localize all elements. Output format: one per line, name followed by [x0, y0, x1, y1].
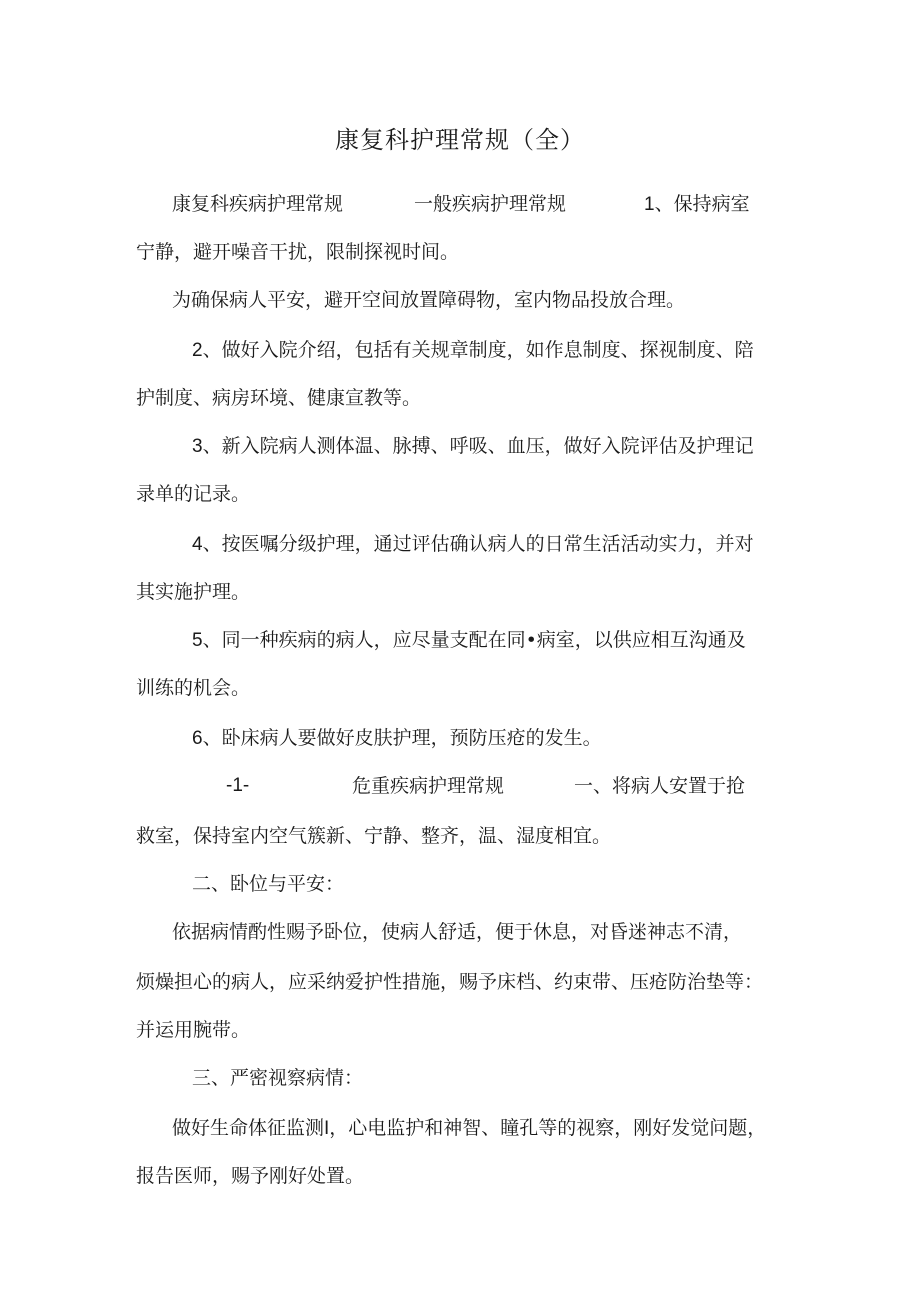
- paragraph-line: 烦燥担心的病人，应采纳爱护性措施，赐予床档、约束带、压疮防治垫等：: [136, 971, 764, 993]
- paragraph-line: 训练的机会。: [136, 677, 251, 699]
- item-text: 、保持病室: [654, 193, 750, 215]
- subheading-position-safety: 二、卧位与平安：: [192, 873, 345, 895]
- paragraph-line: 报告医师，赐予刚好处置。: [136, 1165, 365, 1187]
- item-number: 1: [644, 194, 655, 215]
- paragraph-line: 为确保病人平安，避开空间放置障碍物，室内物品投放合理。: [172, 289, 686, 311]
- item-text: 、做好入院介绍，包括有关规章制度，如作息制度、探视制度、陪: [202, 339, 754, 361]
- item-number: 6: [192, 728, 203, 749]
- paragraph-line: 护制度、病房环境、健康宣教等。: [136, 387, 422, 409]
- section-heading-general: 一般疾病护理常规: [414, 193, 567, 215]
- subheading-observation: 三、严密视察病情：: [192, 1067, 364, 1089]
- item-5: [192, 628, 746, 653]
- paragraph-line: 并运用腕带。: [136, 1019, 251, 1041]
- item-number: 2: [192, 340, 203, 361]
- paragraph-line: 救室，保持室内空气簇新、宁静、整齐，温、湿度相宜。: [136, 825, 612, 847]
- item-text: 、同一种疾病的病人，应尽量支配在同•病室，以供应相互沟通及: [202, 629, 746, 651]
- text-segment: ，心电监护和神智、瞳孔等的视察，刚好发觉问题，: [329, 1117, 767, 1139]
- item-1: [644, 192, 750, 217]
- item-number: 4: [192, 534, 203, 555]
- text-segment: 做好生命体征监测: [172, 1117, 325, 1139]
- paragraph-line: 依据病情酌性赐予卧位，使病人舒适，便于休息，对昏迷神志不清，: [172, 921, 743, 943]
- item-critical-1: 一、将病人安置于抢: [574, 775, 746, 797]
- item-3: [192, 434, 754, 459]
- item-4: [192, 532, 754, 557]
- paragraph-line: 录单的记录。: [136, 483, 251, 505]
- item-number: 5: [192, 630, 203, 651]
- item-text: 、按医嘱分级护理，通过评估确认病人的日常生活活动实力，并对: [202, 533, 754, 555]
- item-text: 、卧床病人要做好皮肤护理，预防压疮的发生。: [202, 727, 602, 749]
- document-title: 康复科护理常规（全）: [335, 126, 585, 154]
- item-number: 3: [192, 436, 203, 457]
- item-2: [192, 338, 754, 363]
- page-marker: -1-: [226, 775, 250, 796]
- paragraph-line: 宁静，避开噪音干扰，限制探视时间。: [136, 241, 460, 263]
- stray-glyph: I: [324, 1118, 330, 1139]
- item-6: [192, 726, 602, 751]
- paragraph-line: [172, 1116, 766, 1141]
- section-heading-critical: 危重疾病护理常规: [352, 775, 505, 797]
- section-heading-rehab: 康复科疾病护理常规: [172, 193, 344, 215]
- paragraph-line: 其实施护理。: [136, 581, 251, 603]
- item-text: 、新入院病人测体温、脉搏、呼吸、血压，做好入院评估及护理记: [202, 435, 754, 457]
